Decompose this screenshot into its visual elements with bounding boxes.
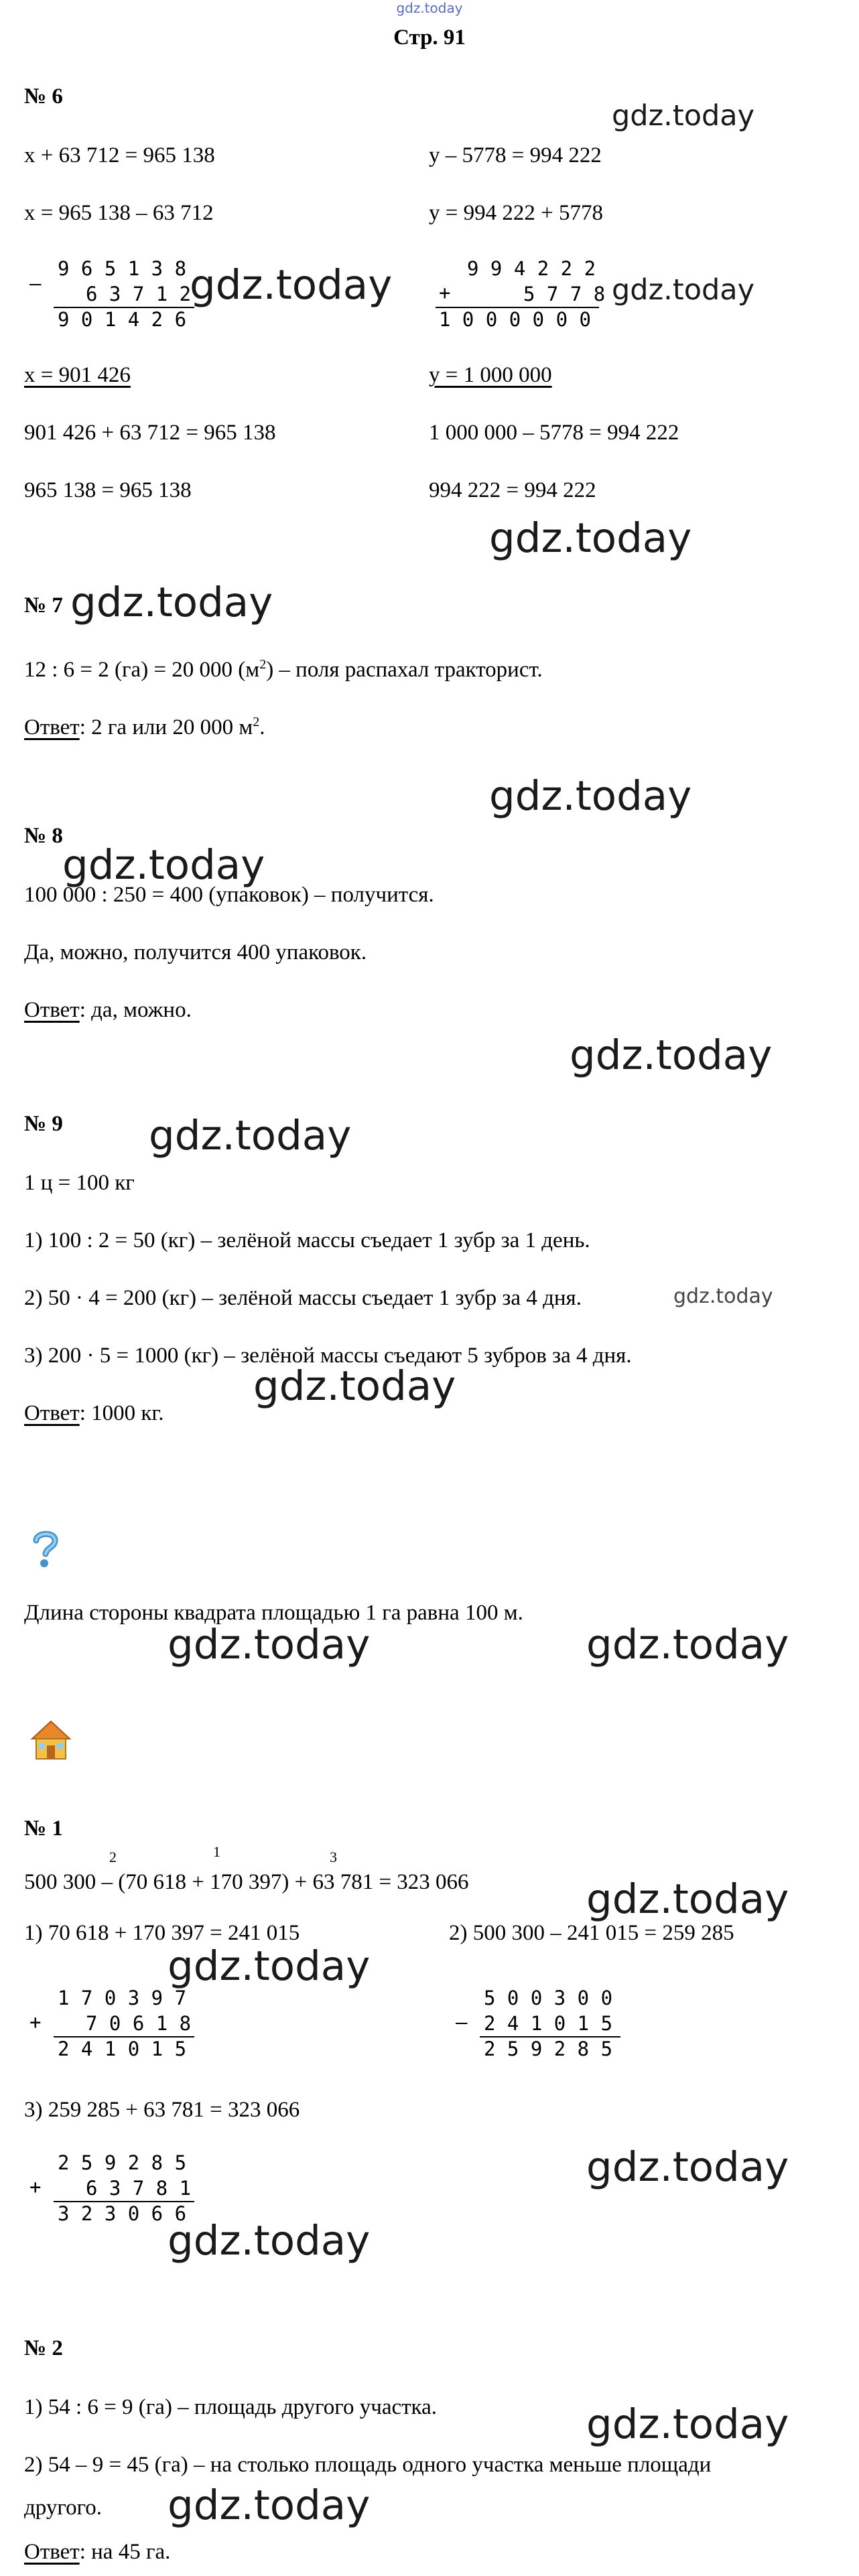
task6-heading: № 6 (24, 84, 63, 109)
home-task2-heading: № 2 (24, 2336, 63, 2360)
plus-sign: + (439, 281, 451, 304)
column-row: 9 0 1 4 2 6 (58, 308, 187, 331)
column-row: 2 4 1 0 1 5 (58, 2037, 187, 2060)
home-task1-step2: 2) 500 300 – 241 015 = 259 285 (449, 1921, 734, 1945)
task6-left-eq2: x = 965 138 – 63 712 (24, 201, 214, 225)
task6-right-eq1: y – 5778 = 994 222 (429, 143, 602, 167)
column-rule (480, 2036, 620, 2037)
task9-line1: 1) 100 : 2 = 50 (кг) – зелёной массы съедает 1 зубр за 1 день. (24, 1228, 590, 1253)
answer-label: Ответ (24, 1401, 80, 1425)
watermark: gdz.today (168, 2217, 371, 2265)
watermark: gdz.today (168, 1621, 371, 1668)
plus-sign: + (29, 2175, 42, 2198)
home-column-addition-2 (29, 2150, 191, 2226)
task6-right-column-addition (439, 256, 605, 332)
watermark: gdz.today (253, 1362, 456, 1410)
column-row: 2 5 9 2 8 5 (58, 2151, 187, 2174)
column-row: 9 9 4 2 2 2 (467, 257, 596, 280)
task9-line0: 1 ц = 100 кг (24, 1171, 135, 1195)
answer-label: Ответ (24, 2540, 80, 2564)
watermark: gdz.today (489, 514, 692, 562)
watermark: gdz.today (190, 261, 393, 309)
task6-right-check2: 994 222 = 994 222 (429, 478, 596, 502)
watermark: gdz.today (168, 2482, 371, 2529)
home-column-addition-1 (29, 1985, 191, 2062)
home-task2-line2b: другого. (24, 2496, 103, 2520)
watermark: gdz.today (62, 841, 265, 889)
task6-right-check1: 1 000 000 – 5778 = 994 222 (429, 421, 679, 445)
home-task2-line1: 1) 54 : 6 = 9 (га) – площадь другого участка. (24, 2395, 437, 2419)
column-row: 9 6 5 1 3 8 (58, 257, 187, 280)
home-task2-line2a: 2) 54 – 9 = 45 (га) – на столько площадь одного участка меньше площади (24, 2453, 712, 2477)
watermark: gdz.today (612, 273, 755, 307)
column-row: 5 7 7 8 (523, 283, 606, 305)
task9-line3: 3) 200 · 5 = 1000 (кг) – зелёной массы съедают 5 зубров за 4 дня. (24, 1344, 632, 1368)
task6-right-eq2: y = 994 222 + 5778 (429, 201, 603, 225)
watermark: gdz.today (149, 1112, 352, 1159)
column-row: 1 0 0 0 0 0 0 (439, 308, 591, 331)
question-text: Длина стороны квадрата площадью 1 га равна 100 м. (24, 1601, 523, 1625)
watermark: gdz.today (673, 1285, 773, 1308)
column-row: 6 3 7 8 1 (86, 2177, 192, 2200)
question-mark-icon (29, 1528, 62, 1569)
task9-line2: 2) 50 · 4 = 200 (кг) – зелёной массы съедает 1 зубр за 4 дня. (24, 1286, 582, 1310)
task6-left-column-subtraction (29, 256, 191, 332)
task6-left-answer: x = 901 426 (24, 363, 131, 387)
task8-heading: № 8 (24, 824, 63, 848)
watermark: gdz.today (168, 1942, 371, 1990)
home-task1-expression: 500 300 – (70 618 + 170 397) + 63 781 = 323 066 (24, 1870, 469, 1894)
column-row: 7 0 6 1 8 (86, 2012, 192, 2035)
home-task2-answer: Ответ: на 45 га. (24, 2540, 171, 2564)
column-row: 6 3 7 1 2 (86, 283, 192, 305)
task6-left-check2: 965 138 = 965 138 (24, 478, 192, 502)
question-icon (29, 1528, 62, 1569)
watermark: gdz.today (586, 1621, 789, 1668)
task6-left-check1: 901 426 + 63 712 = 965 138 (24, 421, 276, 445)
column-row: 5 0 0 3 0 0 (484, 1987, 613, 2009)
page-title: Стр. 91 (393, 25, 466, 50)
watermark: gdz.today (489, 772, 692, 820)
watermark: gdz.today (70, 579, 273, 626)
home-icon (29, 1719, 72, 1762)
column-row: 1 7 0 3 9 7 (58, 1987, 187, 2009)
task7-answer: Ответ: 2 га или 20 000 $м^2$. (24, 715, 265, 739)
order-mark: 3 (330, 1849, 337, 1865)
column-rule (54, 307, 194, 308)
column-rule (54, 2201, 194, 2202)
watermark: gdz.today (586, 2401, 789, 2448)
minus-sign: – (29, 272, 42, 295)
task8-answer: Ответ: да, можно. (24, 998, 192, 1022)
home-task1-step1: 1) 70 618 + 170 397 = 241 015 (24, 1921, 300, 1945)
column-rule (54, 2036, 194, 2037)
plus-sign: + (29, 2011, 42, 2033)
column-row: 2 5 9 2 8 5 (484, 2037, 613, 2060)
watermark: gdz.today (612, 99, 755, 133)
column-row: 2 4 1 0 1 5 (484, 2012, 613, 2035)
task9-heading: № 9 (24, 1112, 63, 1136)
column-row: 3 2 3 0 6 6 (58, 2202, 187, 2225)
task8-line1: 100 000 : 250 = 400 (упаковок) – получится. (24, 883, 434, 907)
watermark: gdz.today (586, 1875, 789, 1923)
task9-answer: Ответ: 1000 кг. (24, 1401, 164, 1425)
house-icon (29, 1719, 72, 1762)
home-task1-step3: 3) 259 285 + 63 781 = 323 066 (24, 2098, 300, 2122)
top-watermark: gdz.today (396, 0, 463, 16)
order-mark: 2 (109, 1849, 117, 1865)
task6-left-eq1: x + 63 712 = 965 138 (24, 143, 215, 167)
task7-heading: № 7 (24, 593, 63, 618)
task7-line1: 12 : 6 = 2 (га) = 20 000 $(м^2)$ – поля распахал тракторист. (24, 657, 543, 682)
watermark: gdz.today (570, 1031, 773, 1079)
home-column-subtraction (456, 1985, 612, 2062)
column-rule (436, 307, 599, 308)
minus-sign: – (456, 2011, 468, 2033)
task8-line2: Да, можно, получится 400 упаковок. (24, 940, 367, 964)
home-task1-heading: № 1 (24, 1816, 63, 1841)
watermark: gdz.today (586, 2143, 789, 2191)
answer-label: Ответ (24, 998, 80, 1022)
answer-label: Ответ (24, 715, 80, 739)
task6-right-answer: y = 1 000 000 (429, 363, 552, 387)
order-mark: 1 (213, 1843, 220, 1860)
